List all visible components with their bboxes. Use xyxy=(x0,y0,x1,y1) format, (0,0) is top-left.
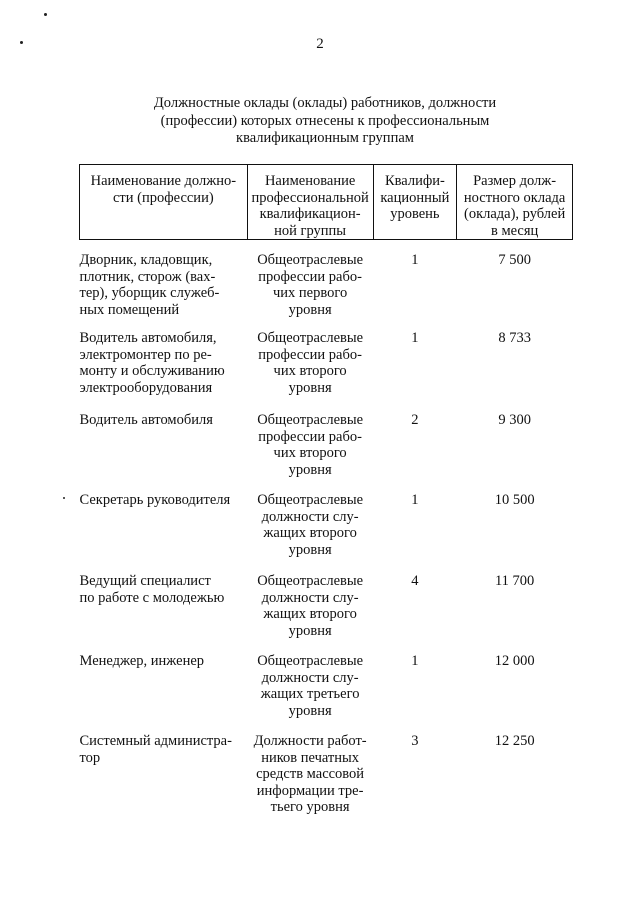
qualification-group-cell-line: информации тре- xyxy=(256,782,364,799)
qualification-level-cell: 3 xyxy=(411,733,419,749)
qualification-group-cell-line: профессии рабо- xyxy=(258,346,362,363)
qualification-group-cell-line: ников печатных xyxy=(261,749,360,766)
qualification-group-cell-line: должности слу- xyxy=(261,589,359,606)
position-name-cell-line: тер), уборщик служеб- xyxy=(79,285,220,301)
salary-cell: 7 500 xyxy=(498,252,531,268)
position-name-cell-line: монту и обслуживанию xyxy=(79,363,225,379)
position-name-cell-line: электрооборудования xyxy=(79,379,213,396)
table-body xyxy=(80,240,573,816)
salary-cell: 8 733 xyxy=(498,330,531,346)
title-line: (профессии) которых отнесены к профессиональным xyxy=(160,112,490,129)
header-line: кационный xyxy=(380,189,450,206)
qualification-group-cell xyxy=(247,240,373,319)
qualification-group-cell-line: тьего уровня xyxy=(270,799,350,815)
position-name-cell xyxy=(80,641,248,721)
position-name-cell-line: Секретарь руководителя xyxy=(79,492,231,508)
salary-cell: 12 250 xyxy=(494,733,535,749)
table-row xyxy=(80,480,573,561)
qualification-group-cell-line: уровня xyxy=(288,702,332,719)
qualification-group-cell-line: профессии рабо- xyxy=(258,428,362,445)
header-line: уровень xyxy=(390,206,440,222)
title-line: Должностные оклады (оклады) работников, должности xyxy=(153,95,497,111)
header-salary xyxy=(457,165,573,240)
qualification-group-cell-line: чих второго xyxy=(273,363,347,379)
header-line: Размер долж- xyxy=(473,173,557,189)
table-row xyxy=(80,561,573,641)
salary-cell: 11 700 xyxy=(494,573,535,589)
header-line: Квалифи- xyxy=(384,173,445,189)
header-position-name xyxy=(80,165,248,240)
qualification-group-cell-line: средств массовой xyxy=(256,766,365,782)
qualification-group-cell-line: жащих второго xyxy=(263,606,357,622)
position-name-cell-line: электромонтер по ре- xyxy=(79,346,212,363)
position-name-cell xyxy=(80,240,248,319)
qualification-level-cell: 1 xyxy=(411,330,419,346)
header-line: (оклада), рублей xyxy=(463,206,566,222)
salary-table xyxy=(79,164,573,816)
position-name-cell-line: Водитель автомобиля xyxy=(79,412,213,428)
qualification-group-cell xyxy=(247,480,373,561)
position-name-cell-line: по работе с молодежью xyxy=(79,589,225,606)
table-row xyxy=(80,721,573,816)
qualification-group-cell-line: уровня xyxy=(288,379,332,396)
salary-cell: 9 300 xyxy=(498,412,531,428)
qualification-group-cell-line: чих первого xyxy=(273,285,348,301)
qualification-group-cell xyxy=(247,561,373,641)
qualification-group-cell-line: жащих третьего xyxy=(260,686,360,702)
position-name-cell-line: ных помещений xyxy=(79,301,180,318)
qualification-level-cell: 4 xyxy=(411,573,419,589)
qualification-group-cell-line: Общеотраслевые xyxy=(257,330,364,346)
qualification-group-cell-line: Общеотраслевые xyxy=(257,492,364,508)
position-name-cell xyxy=(80,480,248,561)
position-name-cell xyxy=(80,721,248,816)
document-title xyxy=(110,95,540,148)
qualification-group-cell-line: должности слу- xyxy=(261,669,359,686)
table-row xyxy=(80,240,573,319)
position-name-cell-line: плотник, сторож (вах- xyxy=(79,268,216,285)
scan-speck xyxy=(44,13,47,16)
qualification-group-cell-line: чих второго xyxy=(273,445,347,461)
scan-speck xyxy=(63,497,65,499)
position-name-cell xyxy=(80,400,248,480)
qualification-group-cell-line: Должности работ- xyxy=(253,733,367,749)
header-line: Наименование должно- xyxy=(90,173,237,189)
qualification-group-cell-line: жащих второго xyxy=(263,525,357,541)
position-name-cell-line: Ведущий специалист xyxy=(79,573,211,589)
position-name-cell-line: Системный администра- xyxy=(79,733,232,749)
position-name-cell xyxy=(80,561,248,641)
salary-cell: 10 500 xyxy=(494,492,535,508)
page-number: 2 xyxy=(316,36,324,52)
header-line: профессиональной xyxy=(251,189,369,206)
qualification-level-cell: 1 xyxy=(411,653,419,669)
qualification-group-cell-line: Общеотраслевые xyxy=(257,573,364,589)
qualification-group-cell-line: Общеотраслевые xyxy=(257,252,364,268)
qualification-group-cell-line: профессии рабо- xyxy=(258,268,362,285)
table-row xyxy=(80,318,573,400)
qualification-group-cell-line: уровня xyxy=(288,541,332,558)
qualification-group-cell xyxy=(247,318,373,400)
qualification-level-cell: 1 xyxy=(411,252,419,268)
qualification-group-cell-line: уровня xyxy=(288,461,332,478)
qualification-group-cell-line: уровня xyxy=(288,301,332,318)
position-name-cell-line: Менеджер, инженер xyxy=(79,653,205,669)
header-line: сти (профессии) xyxy=(113,189,214,206)
table-row xyxy=(80,641,573,721)
header-line: в месяц xyxy=(490,222,539,239)
header-line: квалификацион- xyxy=(259,206,361,222)
qualification-group-cell-line: должности слу- xyxy=(261,508,359,525)
qualification-group-cell-line: Общеотраслевые xyxy=(257,653,364,669)
position-name-cell-line: Водитель автомобиля, xyxy=(79,330,217,346)
header-line: Наименование xyxy=(264,173,356,189)
header-line: ностного оклада xyxy=(463,189,566,206)
qualification-level-cell: 2 xyxy=(411,412,419,428)
qualification-group-cell xyxy=(247,721,373,816)
qualification-group-cell xyxy=(247,400,373,480)
title-line: квалификационным группам xyxy=(236,130,414,146)
qualification-group-cell-line: Общеотраслевые xyxy=(257,412,364,428)
header-qualification-group xyxy=(247,165,373,240)
table-row xyxy=(80,400,573,480)
salary-cell: 12 000 xyxy=(494,653,535,669)
qualification-group-cell xyxy=(247,641,373,721)
qualification-level-cell: 1 xyxy=(411,492,419,508)
table-header-row xyxy=(80,165,573,240)
position-name-cell xyxy=(80,318,248,400)
header-qualification-level xyxy=(373,165,457,240)
qualification-group-cell-line: уровня xyxy=(288,622,332,639)
position-name-cell-line: Дворник, кладовщик, xyxy=(79,252,213,268)
position-name-cell-line: тор xyxy=(79,749,101,766)
header-line: ной группы xyxy=(274,222,347,239)
